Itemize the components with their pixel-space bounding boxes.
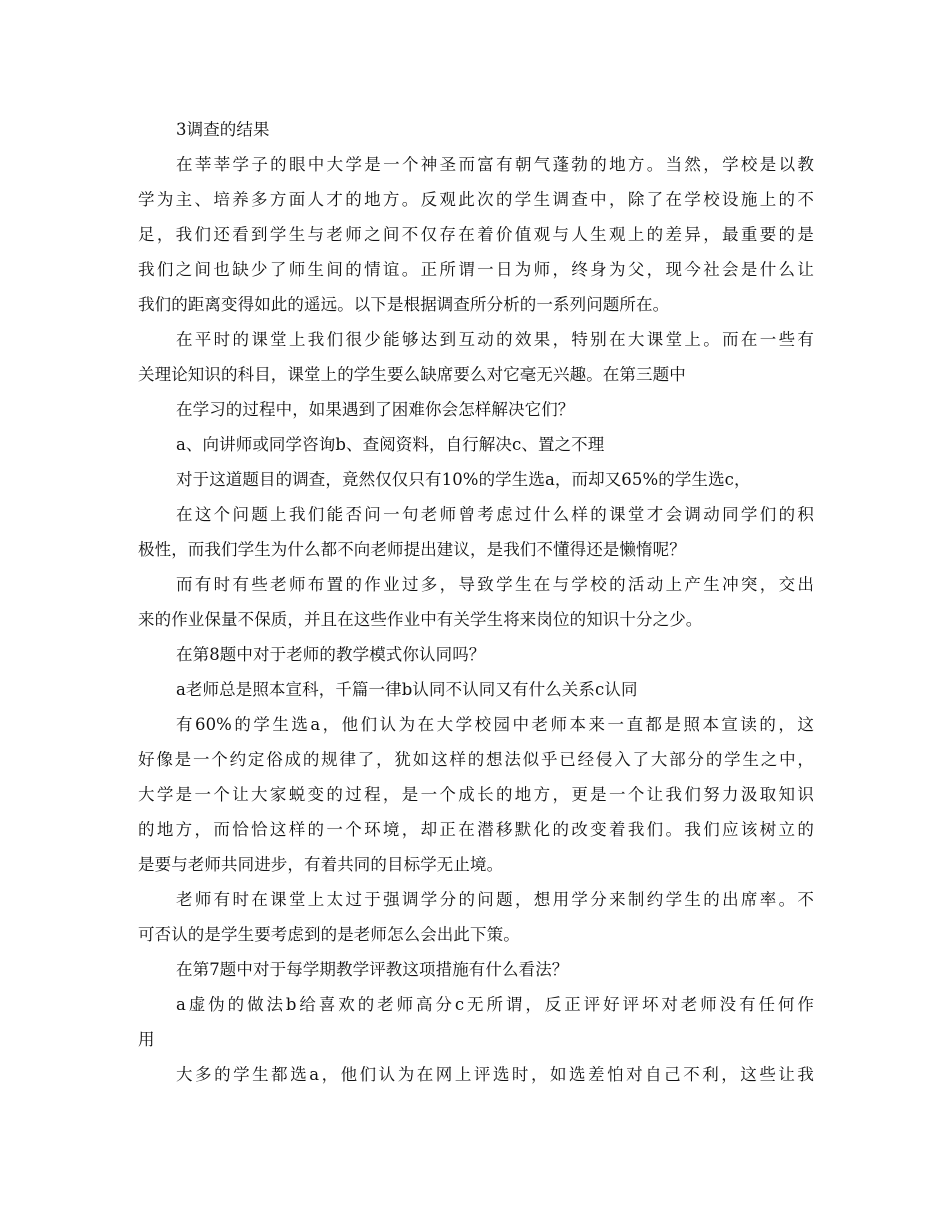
text-line: 来的作业保量不保质，并且在这些作业中有关学生将来岗位的知识十分之少。 — [138, 610, 703, 629]
text-line: 的地方，而恰恰这样的一个环境，却正在潜移默化的改变着我们。我们应该树立的 — [138, 820, 814, 839]
text-line: 在莘莘学子的眼中大学是一个神圣而富有朝气蓬勃的地方。当然，学校是以教 — [176, 155, 814, 174]
text-line: 大学是一个让大家蜕变的过程，是一个成长的地方，更是一个让我们努力汲取知识 — [138, 785, 814, 804]
text-line: 可否认的是学生要考虑到的是老师怎么会出此下策。 — [138, 925, 520, 944]
text-line: 对于这道题目的调查，竟然仅仅只有10%的学生选a，而却又65%的学生选c， — [176, 470, 751, 489]
section-heading: 3调查的结果 — [176, 120, 270, 139]
survey-options: a、向讲师或同学咨询b、查阅资料，自行解决c、置之不理 — [176, 435, 605, 454]
text-line: 足，我们还看到学生与老师之间不仅存在着价值观与人生观上的差异，最重要的是 — [138, 225, 814, 244]
survey-question: 在第8题中对于老师的教学模式你认同吗？ — [176, 645, 486, 664]
survey-options: a虚伪的做法b给喜欢的老师高分c无所谓，反正评好评坏对老师没有任何作 — [176, 995, 814, 1014]
text-line: 大多的学生都选a，他们认为在网上评选时，如选差怕对自己不利，这些让我 — [176, 1065, 814, 1084]
text-line: 有60%的学生选a，他们认为在大学校园中老师本来一直都是照本宣读的，这 — [176, 715, 814, 734]
text-line: 极性，而我们学生为什么都不向老师提出建议，是我们不懂得还是懒惰呢？ — [138, 540, 686, 559]
document-page — [138, 112, 814, 1092]
text-line: 在平时的课堂上我们很少能够达到互动的效果，特别在大课堂上。而在一些有 — [176, 330, 814, 349]
text-line: 学为主、培养多方面人才的地方。反观此次的学生调查中，除了在学校设施上的不 — [138, 190, 814, 209]
text-line: 而有时有些老师布置的作业过多，导致学生在与学校的活动上产生冲突，交出 — [176, 575, 814, 594]
text-line: 是要与老师共同进步，有着共同的目标学无止境。 — [138, 855, 504, 874]
text-line: 老师有时在课堂上太过于强调学分的问题，想用学分来制约学生的出席率。不 — [176, 890, 814, 909]
survey-options: a老师总是照本宣科，千篇一律b认同不认同又有什么关系c认同 — [176, 680, 638, 699]
text-line: 在这个问题上我们能否问一句老师曾考虑过什么样的课堂才会调动同学们的积 — [176, 505, 814, 524]
text-line: 关理论知识的科目，课堂上的学生要么缺席要么对它毫无兴趣。在第三题中 — [138, 365, 686, 384]
text-line: 我们的距离变得如此的遥远。以下是根据调查所分析的一系列问题所在。 — [138, 295, 670, 314]
survey-question: 在学习的过程中，如果遇到了困难你会怎样解决它们？ — [176, 400, 575, 419]
text-line: 好像是一个约定俗成的规律了，犹如这样的想法似乎已经侵入了大部分的学生之中， — [138, 750, 814, 769]
survey-options-continued: 用 — [138, 1030, 155, 1049]
survey-question: 在第7题中对于每学期教学评教这项措施有什么看法？ — [176, 960, 569, 979]
text-line: 我们之间也缺少了师生间的情谊。正所谓一日为师，终身为父，现今社会是什么让 — [138, 260, 814, 279]
